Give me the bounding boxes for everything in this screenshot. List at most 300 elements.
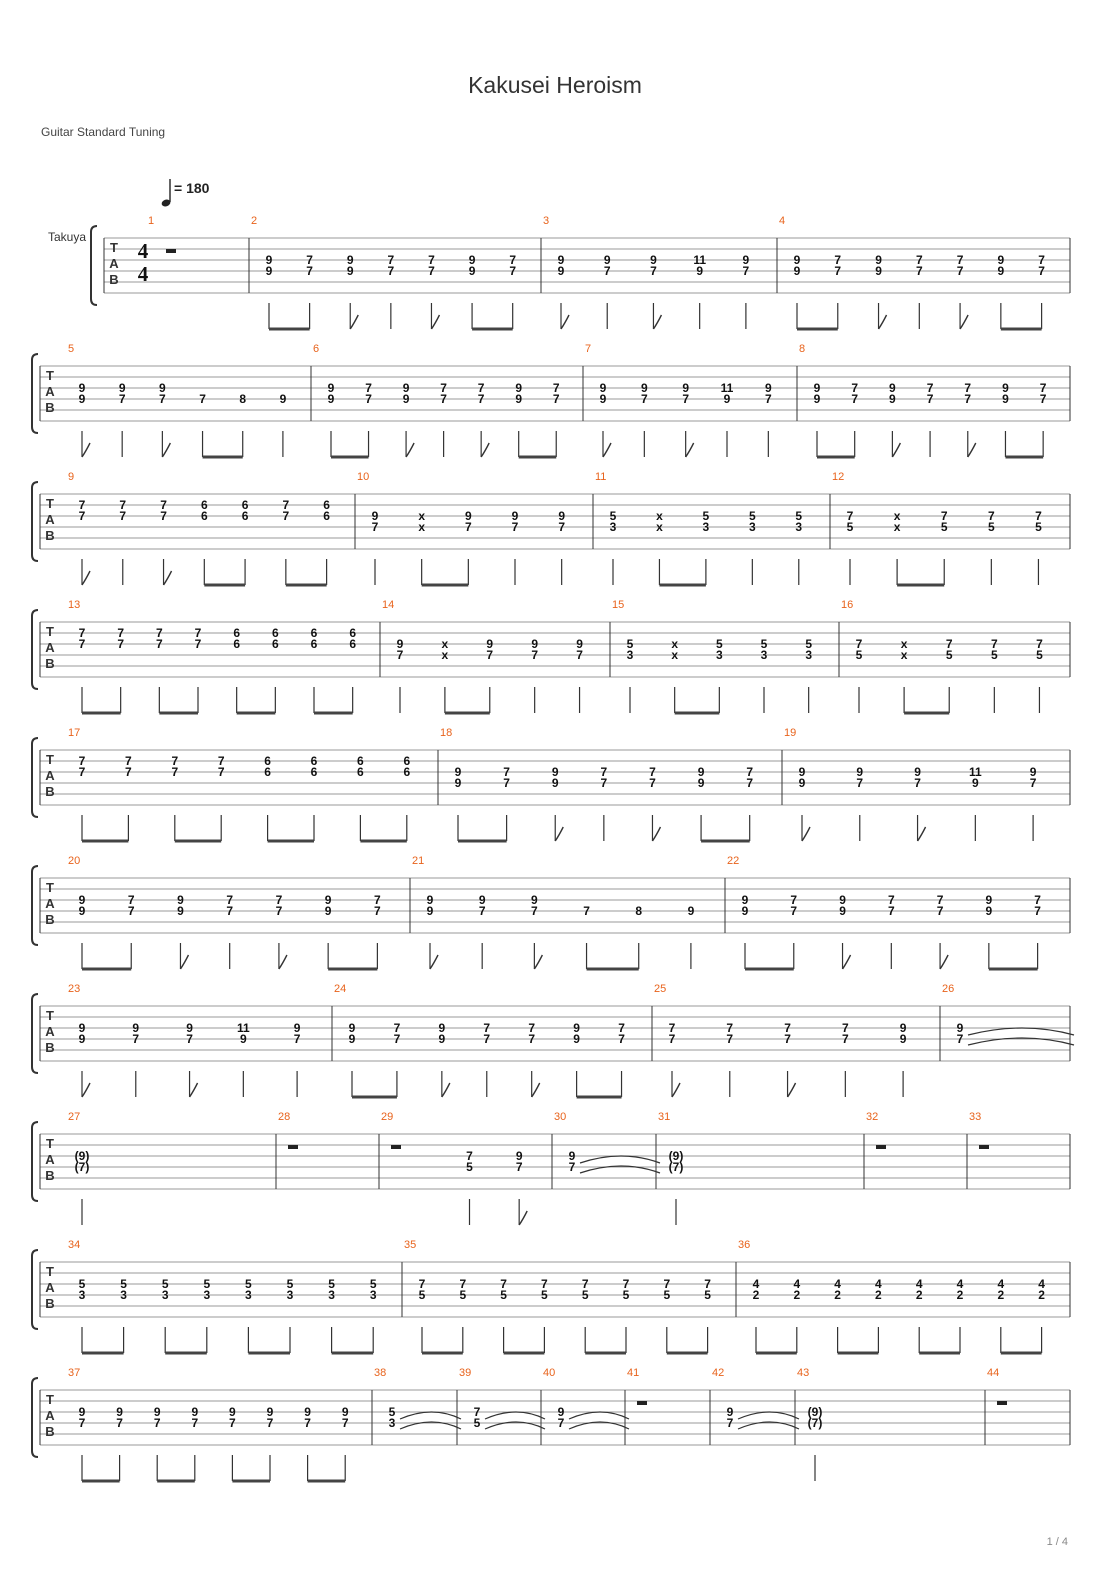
fret-number: 7 <box>500 1277 507 1291</box>
note-flag <box>653 315 661 329</box>
fret-number: 9 <box>341 1405 349 1419</box>
fret-number: 7 <box>116 1416 123 1430</box>
fret-number: 9 <box>78 381 86 395</box>
fret-number: 9 <box>346 264 354 278</box>
fret-number: 7 <box>956 253 964 267</box>
fret-number: 7 <box>568 1160 576 1174</box>
fret-number: 9 <box>889 392 896 406</box>
fret-number: 5 <box>622 1288 630 1302</box>
fret-number: 5 <box>609 509 617 523</box>
fret-number: 2 <box>875 1288 882 1302</box>
fret-number: 5 <box>459 1288 467 1302</box>
fret-number: 3 <box>702 520 710 534</box>
fret-number: 7 <box>387 253 395 267</box>
fret-number: 9 <box>793 253 801 267</box>
fret-number: 7 <box>503 765 510 779</box>
fret-number: 7 <box>171 765 179 779</box>
measure-number: 44 <box>987 1367 1000 1379</box>
fret-number: 7 <box>856 776 864 790</box>
fret-number: 3 <box>715 648 723 662</box>
tie-arc <box>738 1412 799 1419</box>
fret-number: 7 <box>78 1416 86 1430</box>
fret-number: 7 <box>509 264 517 278</box>
note-flag <box>279 955 287 969</box>
half-rest <box>637 1401 647 1405</box>
fret-number: 7 <box>790 893 798 907</box>
fret-number: 7 <box>936 893 944 907</box>
fret-number: 9 <box>327 381 335 395</box>
page-number: 1 / 4 <box>1046 1536 1068 1548</box>
measure-number: 24 <box>334 983 347 995</box>
fret-number: 7 <box>132 1032 140 1046</box>
fret-number: 9 <box>568 1149 576 1163</box>
measure-number: 43 <box>797 1367 810 1379</box>
fret-number: 5 <box>990 648 998 662</box>
fret-number: x <box>900 648 908 662</box>
fret-number: 9 <box>599 381 607 395</box>
fret-number: 3 <box>795 520 803 534</box>
fret-number: 5 <box>369 1277 377 1291</box>
fret-number: 5 <box>245 1277 252 1291</box>
fret-number: 5 <box>1035 520 1042 534</box>
tab-clef-t: T <box>46 368 54 383</box>
fret-number: 9 <box>1002 381 1009 395</box>
fret-number: 5 <box>702 509 710 523</box>
track-name: Takuya <box>48 230 87 244</box>
fret-number: 9 <box>78 1405 86 1419</box>
measure-number: 5 <box>68 343 75 355</box>
measure-number: 19 <box>784 727 797 739</box>
fret-number: 6 <box>349 626 357 640</box>
measure-number: 40 <box>543 1367 556 1379</box>
fret-number: 4 <box>834 1277 841 1291</box>
fret-number: 7 <box>742 264 750 278</box>
fret-number: 7 <box>155 637 163 651</box>
fret-number: 5 <box>388 1405 396 1419</box>
note-flag <box>892 443 900 457</box>
measure-number: 3 <box>543 215 550 227</box>
fret-number: 6 <box>310 637 318 651</box>
fret-number: 5 <box>203 1277 211 1291</box>
fret-number: 9 <box>348 1021 356 1035</box>
fret-number: 4 <box>793 1277 801 1291</box>
note-flag <box>431 315 439 329</box>
measure-number: 22 <box>727 855 740 867</box>
fret-number: 9 <box>557 1405 565 1419</box>
fret-number: 9 <box>741 904 749 918</box>
fret-number: 9 <box>265 253 273 267</box>
fret-number: 9 <box>531 893 538 907</box>
fret-number: 7 <box>125 754 132 768</box>
fret-number: 9 <box>640 381 648 395</box>
measure-number: 26 <box>942 983 955 995</box>
fret-number: 5 <box>286 1277 294 1291</box>
fret-number: 7 <box>936 904 944 918</box>
fret-number: 7 <box>851 392 859 406</box>
fret-number: 3 <box>328 1288 335 1302</box>
fret-number: 7 <box>726 1416 734 1430</box>
fret-number: 6 <box>264 765 271 779</box>
fret-number: 3 <box>388 1416 396 1430</box>
fret-number: 7 <box>531 648 539 662</box>
fret-number: 4 <box>1038 1277 1045 1291</box>
fret-number: 9 <box>186 1021 193 1035</box>
fret-number: 6 <box>310 754 318 768</box>
fret-number: 5 <box>760 637 768 651</box>
fret-number: 7 <box>275 904 283 918</box>
measure-number: 6 <box>313 343 320 355</box>
fret-number: 3 <box>760 648 768 662</box>
note-flag <box>430 955 438 969</box>
tab-clef-t: T <box>46 1264 54 1279</box>
tempo-value: = 180 <box>174 180 210 196</box>
fret-number: 5 <box>120 1277 127 1291</box>
fret-number: 7 <box>618 1032 625 1046</box>
fret-number: 7 <box>649 776 656 790</box>
note-flag <box>164 571 172 585</box>
measure-number: 36 <box>738 1239 751 1251</box>
fret-number: 7 <box>160 509 167 523</box>
fret-number: 7 <box>557 1416 565 1430</box>
fret-number: 7 <box>531 904 538 918</box>
tab-clef-b: B <box>109 272 119 287</box>
fret-number: 9 <box>153 1405 161 1419</box>
fret-number: 9 <box>478 893 486 907</box>
fret-number: 7 <box>387 264 395 278</box>
fret-number: 7 <box>964 392 972 406</box>
measure-number: 41 <box>627 1367 640 1379</box>
system-bracket <box>32 1378 38 1457</box>
fret-number: 7 <box>528 1032 536 1046</box>
fret-number: 9 <box>438 1021 446 1035</box>
fret-number: 9 <box>511 509 519 523</box>
tab-clef-b: B <box>45 912 55 927</box>
fret-number: 6 <box>323 498 330 512</box>
half-rest <box>288 1145 298 1149</box>
system-bracket <box>32 354 38 433</box>
fret-number: 9 <box>177 904 184 918</box>
note-flag <box>843 955 851 969</box>
tab-clef-t: T <box>46 1392 54 1407</box>
fret-number: 9 <box>78 1032 86 1046</box>
fret-number: 9 <box>798 776 806 790</box>
fret-number: 9 <box>742 253 750 267</box>
fret-number: 8 <box>239 392 247 406</box>
tab-clef-t: T <box>46 624 54 639</box>
system-bracket <box>32 1122 38 1201</box>
fret-number: 9 <box>741 893 749 907</box>
fret-number: 7 <box>649 765 656 779</box>
fret-number: 3 <box>626 648 634 662</box>
fret-number: 11 <box>720 381 734 395</box>
system-bracket <box>32 1250 38 1329</box>
measure-number: 8 <box>799 343 806 355</box>
fret-number: 5 <box>466 1160 473 1174</box>
fret-number: 4 <box>956 1277 964 1291</box>
note-flag <box>162 443 170 457</box>
fret-number: 9 <box>177 893 184 907</box>
fret-number: 2 <box>793 1288 801 1302</box>
fret-number: 6 <box>357 754 364 768</box>
fret-number: 9 <box>697 776 705 790</box>
note-flag <box>519 1211 527 1225</box>
fret-number: 9 <box>324 904 332 918</box>
note-flag <box>968 443 976 457</box>
fret-number: 9 <box>813 381 821 395</box>
fret-number: 7 <box>365 392 372 406</box>
fret-number: 7 <box>746 765 754 779</box>
tab-clef-a: A <box>109 256 119 271</box>
fret-number: 7 <box>194 626 202 640</box>
fret-number: 9 <box>454 776 462 790</box>
fret-number: 7 <box>282 509 290 523</box>
fret-number: 7 <box>464 520 472 534</box>
fret-number: 6 <box>357 765 364 779</box>
fret-number: 7 <box>1034 893 1041 907</box>
system-bracket <box>32 866 38 945</box>
fret-number: 7 <box>119 498 127 512</box>
fret-number: 7 <box>171 754 179 768</box>
fret-number: 7 <box>466 1149 473 1163</box>
fret-number: 11 <box>968 765 982 779</box>
tab-clef-b: B <box>45 528 55 543</box>
measure-number: 11 <box>595 471 607 483</box>
fret-number: 2 <box>997 1288 1005 1302</box>
fret-number: 9 <box>426 904 434 918</box>
fret-number: 6 <box>310 626 318 640</box>
fret-number: 9 <box>486 637 494 651</box>
fret-number: (7) <box>668 1160 684 1174</box>
fret-number: 5 <box>748 509 756 523</box>
fret-number: 9 <box>798 765 806 779</box>
fret-number: 6 <box>403 754 411 768</box>
fret-number: 4 <box>875 1277 882 1291</box>
fret-number: 7 <box>306 253 313 267</box>
tab-clef-a: A <box>45 384 55 399</box>
fret-number: 7 <box>194 637 202 651</box>
fret-number: 7 <box>440 392 447 406</box>
fret-number: 7 <box>117 626 125 640</box>
fret-number: 5 <box>715 637 723 651</box>
measure-number: 32 <box>866 1111 879 1123</box>
fret-number: 7 <box>304 1416 311 1430</box>
fret-number: x <box>900 637 908 651</box>
fret-number: 7 <box>78 637 86 651</box>
half-rest <box>166 249 176 253</box>
fret-number: 9 <box>327 392 335 406</box>
fret-number: 7 <box>306 264 313 278</box>
tab-clef-b: B <box>45 784 55 799</box>
fret-number: 2 <box>752 1288 760 1302</box>
fret-number: 7 <box>603 264 611 278</box>
fret-number: 8 <box>635 904 643 918</box>
fret-number: 7 <box>668 1032 676 1046</box>
note-flag <box>481 443 489 457</box>
tab-clef-a: A <box>45 512 55 527</box>
fret-number: 7 <box>945 637 953 651</box>
tab-clef-a: A <box>45 768 55 783</box>
fret-number: 9 <box>856 765 864 779</box>
fret-number: 7 <box>78 509 86 523</box>
fret-number: 7 <box>841 1032 849 1046</box>
fret-number: (9) <box>74 1149 90 1163</box>
fret-number: 7 <box>459 1277 467 1291</box>
note-flag <box>603 443 611 457</box>
fret-number: 9 <box>551 765 559 779</box>
fret-number: 7 <box>159 392 166 406</box>
tab-clef-a: A <box>45 1152 55 1167</box>
fret-number: x <box>441 648 449 662</box>
note-flag <box>940 955 948 969</box>
measure-number: 10 <box>357 471 370 483</box>
tab-clef-b: B <box>45 1040 55 1055</box>
fret-number: 7 <box>199 392 206 406</box>
fret-number: 7 <box>704 1277 711 1291</box>
fret-number: 9 <box>279 392 287 406</box>
fret-number: 9 <box>132 1021 140 1035</box>
note-flag <box>802 827 810 841</box>
fret-number: 9 <box>956 1021 964 1035</box>
fret-number: 7 <box>511 520 519 534</box>
tab-clef-a: A <box>45 896 55 911</box>
note-flag <box>918 827 926 841</box>
fret-number: x <box>671 637 679 651</box>
fret-number: 7 <box>1029 776 1037 790</box>
fret-number: 7 <box>374 904 381 918</box>
fret-number: 7 <box>78 498 86 512</box>
fret-number: 5 <box>541 1288 548 1302</box>
fret-number: 7 <box>581 1277 589 1291</box>
fret-number: 9 <box>687 904 695 918</box>
tab-clef-t: T <box>46 1136 54 1151</box>
fret-number: 9 <box>839 904 846 918</box>
tab-clef-t: T <box>46 752 54 767</box>
fret-number: 7 <box>78 754 86 768</box>
tab-clef-t: T <box>46 880 54 895</box>
note-flag <box>82 1083 90 1097</box>
note-flag <box>180 955 188 969</box>
tab-clef-b: B <box>45 1424 55 1439</box>
measure-number: 1 <box>148 215 155 227</box>
fret-number: 9 <box>899 1021 907 1035</box>
fret-number: 7 <box>341 1416 349 1430</box>
fret-number: 7 <box>503 776 510 790</box>
fret-number: 6 <box>241 509 249 523</box>
measure-number: 18 <box>440 727 453 739</box>
note-flag <box>190 1083 198 1097</box>
fret-number: 6 <box>200 509 208 523</box>
tab-clef-b: B <box>45 400 55 415</box>
tab-clef-a: A <box>45 1408 55 1423</box>
fret-number: x <box>656 509 663 523</box>
fret-number: 9 <box>793 264 801 278</box>
fret-number: 5 <box>418 1288 426 1302</box>
fret-number: 7 <box>160 498 167 512</box>
fret-number: 9 <box>576 637 583 651</box>
fret-number: x <box>418 520 426 534</box>
fret-number: 6 <box>233 626 241 640</box>
measure-number: 2 <box>251 215 258 227</box>
note-flag <box>960 315 968 329</box>
fret-number: 9 <box>515 381 523 395</box>
fret-number: x <box>418 509 426 523</box>
system-bracket <box>32 610 38 689</box>
fret-number: 11 <box>693 253 707 267</box>
fret-number: 5 <box>987 520 995 534</box>
fret-number: 9 <box>402 392 410 406</box>
measure-number: 33 <box>969 1111 982 1123</box>
note-flag <box>534 955 542 969</box>
measure-number: 16 <box>841 599 854 611</box>
fret-number: 7 <box>834 253 842 267</box>
system-bracket <box>32 738 38 817</box>
fret-number: 7 <box>887 893 895 907</box>
system-bracket <box>91 226 97 305</box>
half-rest <box>997 1401 1007 1405</box>
measure-number: 42 <box>712 1367 725 1379</box>
fret-number: 7 <box>784 1032 791 1046</box>
fret-number: 7 <box>541 1277 548 1291</box>
fret-number: 7 <box>117 637 125 651</box>
fret-number: 9 <box>116 1405 123 1419</box>
fret-number: 7 <box>618 1021 625 1035</box>
measure-number: 23 <box>68 983 81 995</box>
fret-number: 7 <box>915 264 923 278</box>
tab-clef-t: T <box>46 496 54 511</box>
fret-number: 7 <box>1038 264 1045 278</box>
fret-number: 7 <box>726 1032 734 1046</box>
fret-number: 9 <box>558 509 566 523</box>
fret-number: 7 <box>956 1032 964 1046</box>
fret-number: 5 <box>795 509 803 523</box>
fret-number: 9 <box>239 1032 247 1046</box>
fret-number: 7 <box>226 904 234 918</box>
fret-number: 9 <box>159 381 166 395</box>
fret-number: 5 <box>500 1288 507 1302</box>
fret-number: 9 <box>438 1032 446 1046</box>
fret-number: 9 <box>324 893 332 907</box>
fret-number: 7 <box>393 1032 401 1046</box>
fret-number: 4 <box>915 1277 923 1291</box>
fret-number: 7 <box>125 765 132 779</box>
fret-number: 5 <box>855 648 863 662</box>
fret-number: 7 <box>483 1032 491 1046</box>
fret-number: 7 <box>915 253 923 267</box>
fret-number: 7 <box>1039 381 1047 395</box>
fret-number: 7 <box>155 626 163 640</box>
fret-number: 5 <box>704 1288 711 1302</box>
measure-number: 29 <box>381 1111 394 1123</box>
fret-number: 7 <box>926 392 934 406</box>
fret-number: 6 <box>323 509 330 523</box>
system-bracket <box>32 482 38 561</box>
fret-number: 7 <box>483 1021 491 1035</box>
fret-number: 9 <box>402 381 410 395</box>
fret-number: 7 <box>558 520 566 534</box>
fret-number: (7) <box>74 1160 90 1174</box>
fret-number: 9 <box>813 392 821 406</box>
fret-number: 7 <box>478 904 486 918</box>
fret-number: 6 <box>264 754 271 768</box>
fret-number: 3 <box>203 1288 211 1302</box>
fret-number: 7 <box>746 776 754 790</box>
fret-number: 7 <box>790 904 798 918</box>
fret-number: 9 <box>468 253 476 267</box>
fret-number: 9 <box>599 392 607 406</box>
fret-number: 9 <box>78 1021 86 1035</box>
fret-number: 7 <box>282 498 290 512</box>
fret-number: 9 <box>839 893 846 907</box>
